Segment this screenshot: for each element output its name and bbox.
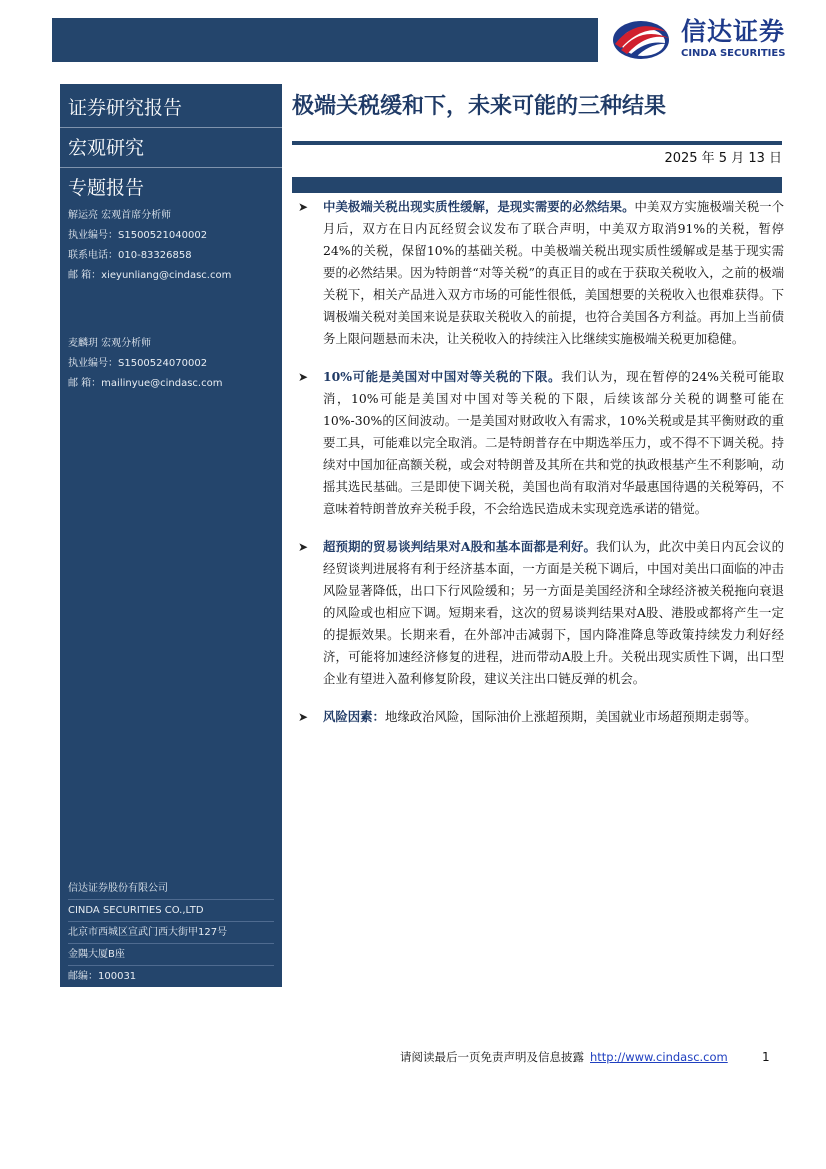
sidebar xyxy=(60,84,282,987)
arrow-bullet-icon: ➤ xyxy=(298,710,309,724)
summary-point xyxy=(292,196,784,350)
cinda-logo-icon xyxy=(607,14,671,62)
point-body: 我们认为，现在暂停的24%关税可能取消，10%可能是美国对中国对等关税的下限，后续该部分关税的调整可能在10%-30%的区间波动。一是美国对财政收入有需求，10%关税或是其平衡财政的重要工具，可能难以完全取消。二是特朗普存在中期选举压力，或不得不下调关税。持续对中国加征高额关税，或会对特朗普及其所在共和党的执政根基产生不利影响，动摇其选民基础。三是即使下调关税，美国也尚有取消对华最惠国待遇的关税筹码，不意味着特朗普放弃关税手段，不会给选民造成未实现竞选承诺的错觉。 xyxy=(323,369,784,516)
point-body: 中美双方实施极端关税一个月后，双方在日内瓦经贸会议发布了联合声明，中美双方取消91%的关税，暂停24%的关税，保留10%的基础关税。中美极端关税出现实质性缓解或是基于现实需要的必然结果。因为特朗普“对等关税”的真正目的或在于获取关税收入，之前的极端关税下，相关产品进入双方市场的可能性很低，美国想要的关税收入也很难获得。下调极端关税对美国来说是获取关税收入的前提，也符合美国各方利益。再加上当前债务上限问题悬而未决，让关税收入的持续注入比继续实施极端关税更加稳健。 xyxy=(323,199,785,346)
category-securities-research: 证券研究报告 xyxy=(60,88,282,128)
arrow-bullet-icon: ➤ xyxy=(298,200,309,214)
analyst-cert-number: 执业编号：S1500521040002 xyxy=(68,230,208,241)
analyst-name: 解运亮 宏观首席分析师 xyxy=(68,210,172,221)
analyst-name: 麦麟玥 宏观分析师 xyxy=(68,338,152,349)
point-heading: 10%可能是美国对中国对等关税的下限。 xyxy=(323,369,562,384)
page-footer xyxy=(400,1048,776,1066)
category-special-report: 专题报告 xyxy=(68,177,145,199)
logo-chinese-name: 信达证券 xyxy=(681,17,786,46)
report-date: 2025 年 5 月 13 日 xyxy=(664,151,782,166)
company-name-en: CINDA SECURITIES CO.,LTD xyxy=(68,900,274,922)
point-heading: 超预期的贸易谈判结果对A股和基本面都是利好。 xyxy=(323,539,597,554)
point-heading: 风险因素： xyxy=(323,709,385,724)
website-link[interactable]: http://www.cindasc.com xyxy=(590,1050,728,1064)
company-info xyxy=(68,878,274,988)
logo-english-name: CINDA SECURITIES xyxy=(681,48,786,59)
analyst-card xyxy=(68,334,222,394)
analyst-card xyxy=(68,206,231,286)
summary-point xyxy=(292,366,784,520)
summary-point xyxy=(292,706,784,728)
point-body: 我们认为，此次中美日内瓦会议的经贸谈判进展将有利于经济基本面，一方面是关税下调后，中国对美出口面临的冲击风险显著降低，出口下行风险缓和；另一方面是美国经济和全球经济被关税拖向衰退的风险或也相应下调。短期来看，这次的贸易谈判结果对A股、港股或都将产生一定的提振效果。长期来看，在外部冲击减弱下，国内降准降息等政策持续发力利好经济，可能将加速经济修复的进程，进而带动A股上升。关税出现实质性下调，出口型企业有望进入盈利修复阶段，建议关注出口链反弹的机会。 xyxy=(323,539,785,686)
summary-point xyxy=(292,536,784,690)
company-postcode: 邮编：100031 xyxy=(68,971,137,982)
title-divider xyxy=(292,141,782,145)
analyst-cert-number: 执业编号：S1500524070002 xyxy=(68,358,208,369)
point-body: 地缘政治风险，国际油价上涨超预期，美国就业市场超预期走弱等。 xyxy=(384,709,757,724)
analyst-email[interactable]: 邮 箱：mailinyue@cindasc.com xyxy=(68,378,223,389)
company-logo xyxy=(607,12,807,68)
analyst-email[interactable]: 邮 箱：xieyunliang@cindasc.com xyxy=(68,270,232,281)
arrow-bullet-icon: ➤ xyxy=(298,370,309,384)
report-summary xyxy=(292,196,784,744)
disclaimer-note: 请阅读最后一页免责声明及信息披露 xyxy=(400,1050,584,1064)
company-address: 北京市西城区宣武门西大街甲127号 xyxy=(68,922,274,944)
arrow-bullet-icon: ➤ xyxy=(298,540,309,554)
report-title: 极端关税缓和下，未来可能的三种结果 xyxy=(292,94,667,119)
company-name-cn: 信达证券股份有限公司 xyxy=(68,878,274,900)
point-heading: 中美极端关税出现实质性缓解，是现实需要的必然结果。 xyxy=(323,199,635,214)
header-banner xyxy=(52,18,598,62)
analyst-phone: 联系电话：010-83326858 xyxy=(68,250,192,261)
category-macro-research: 宏观研究 xyxy=(60,128,282,168)
company-building: 金隅大厦B座 xyxy=(68,944,274,966)
date-bar xyxy=(292,177,782,193)
page-number: 1 xyxy=(762,1050,770,1064)
